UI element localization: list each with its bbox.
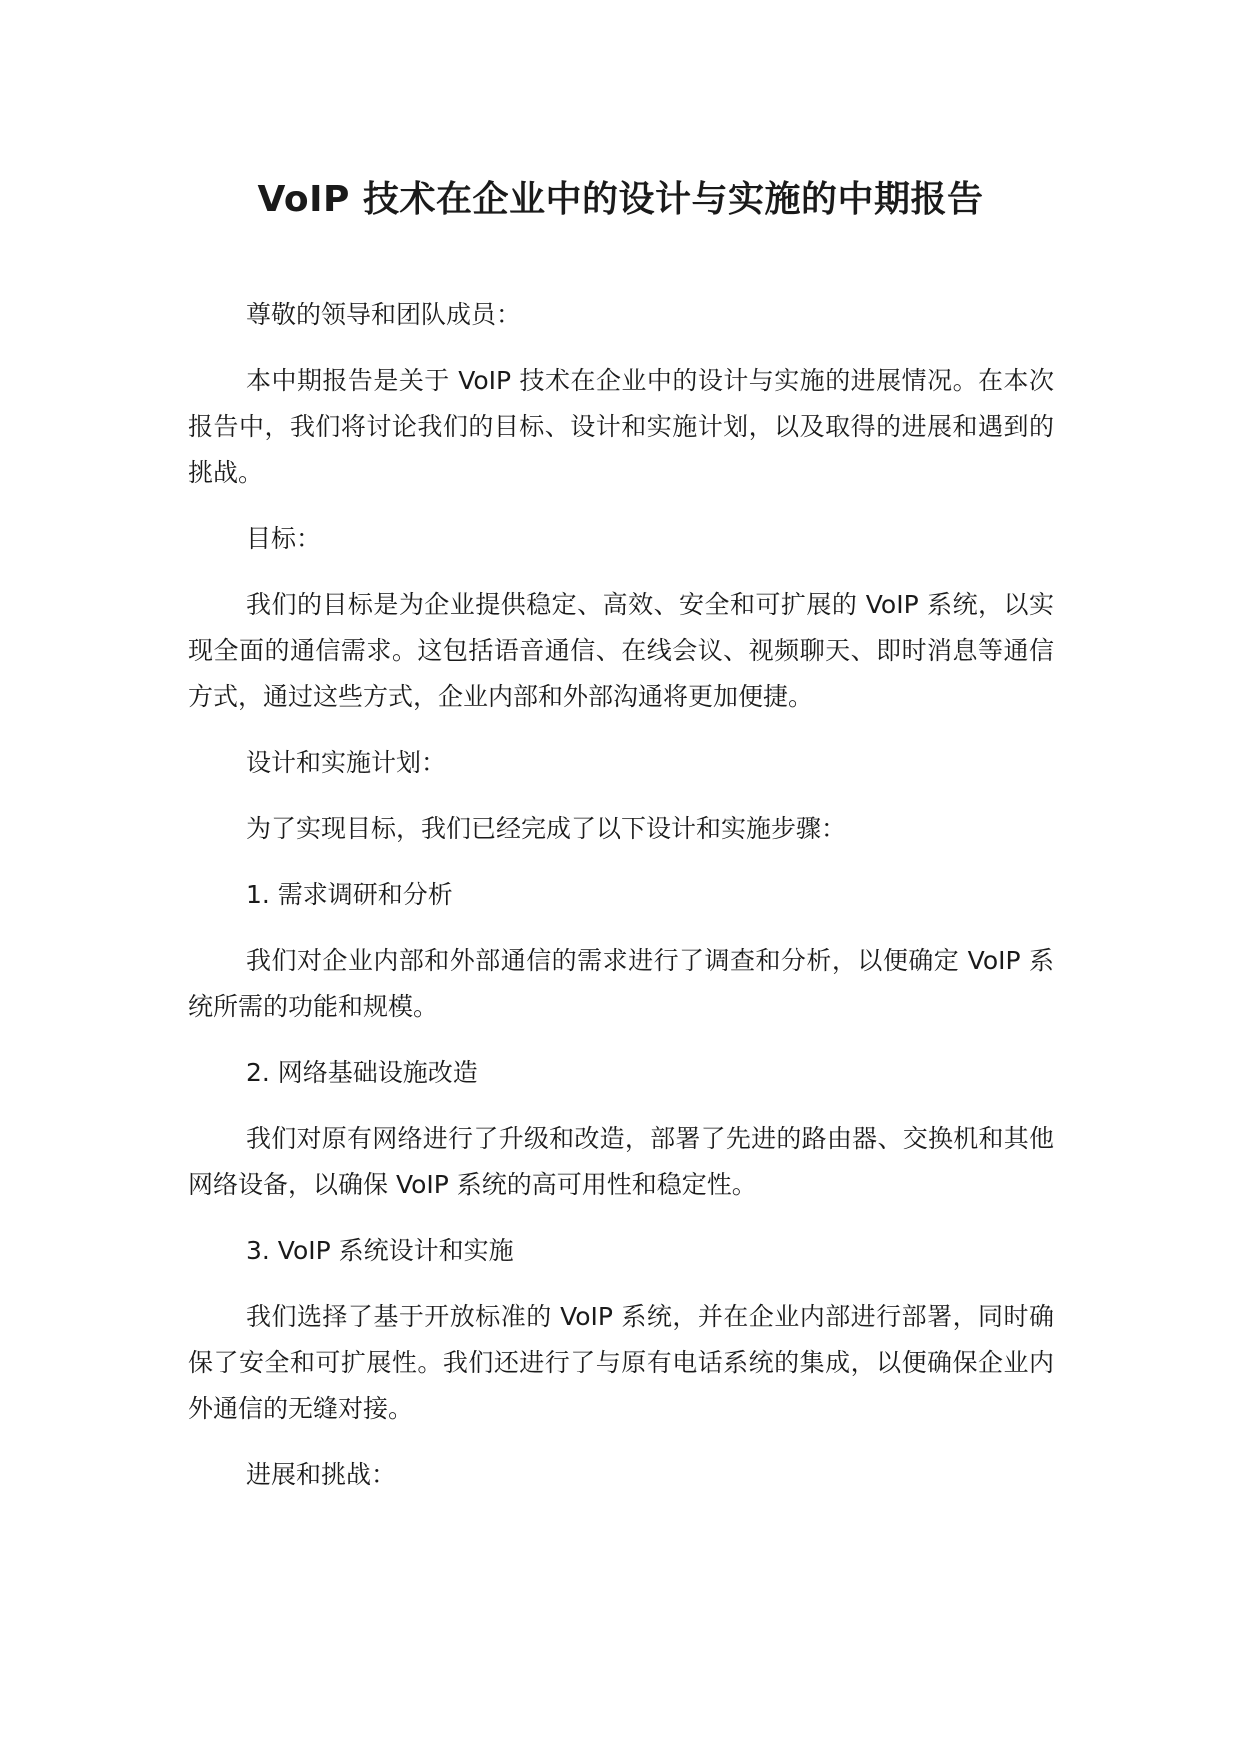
goal-heading: 目标： <box>246 524 322 553</box>
step-2-paragraph: 我们对原有网络进行了升级和改造，部署了先进的路由器、交换机和其他网络设备，以确保 VoIP 系统的高可用性和稳定性。 <box>188 1124 1054 1199</box>
plan-intro-paragraph: 为了实现目标，我们已经完成了以下设计和实施步骤： <box>246 814 847 843</box>
greeting-paragraph: 尊敬的领导和团队成员： <box>246 300 522 329</box>
goal-paragraph: 我们的目标是为企业提供稳定、高效、安全和可扩展的 VoIP 系统，以实现全面的通信需求。这包括语音通信、在线会议、视频聊天、即时消息等通信方式，通过这些方式，企业内部和外部沟通将更加便捷。 <box>188 590 1054 711</box>
progress-heading: 进展和挑战： <box>246 1460 397 1489</box>
step-1-paragraph: 我们对企业内部和外部通信的需求进行了调查和分析，以便确定 VoIP 系统所需的功能和规模。 <box>188 946 1054 1021</box>
document-title: VoIP 技术在企业中的设计与实施的中期报告 <box>257 179 984 220</box>
plan-heading: 设计和实施计划： <box>246 748 447 777</box>
document-body <box>188 292 1054 1518</box>
intro-paragraph: 本中期报告是关于 VoIP 技术在企业中的设计与实施的进展情况。在本次报告中，我们将讨论我们的目标、设计和实施计划，以及取得的进展和遇到的挑战。 <box>188 366 1054 487</box>
step-3-paragraph: 我们选择了基于开放标准的 VoIP 系统，并在企业内部进行部署，同时确保了安全和可扩展性。我们还进行了与原有电话系统的集成，以便确保企业内外通信的无缝对接。 <box>188 1302 1054 1423</box>
step-3-heading: 3. VoIP 系统设计和实施 <box>246 1236 514 1265</box>
step-1-heading: 1. 需求调研和分析 <box>246 880 453 909</box>
step-2-heading: 2. 网络基础设施改造 <box>246 1058 478 1087</box>
